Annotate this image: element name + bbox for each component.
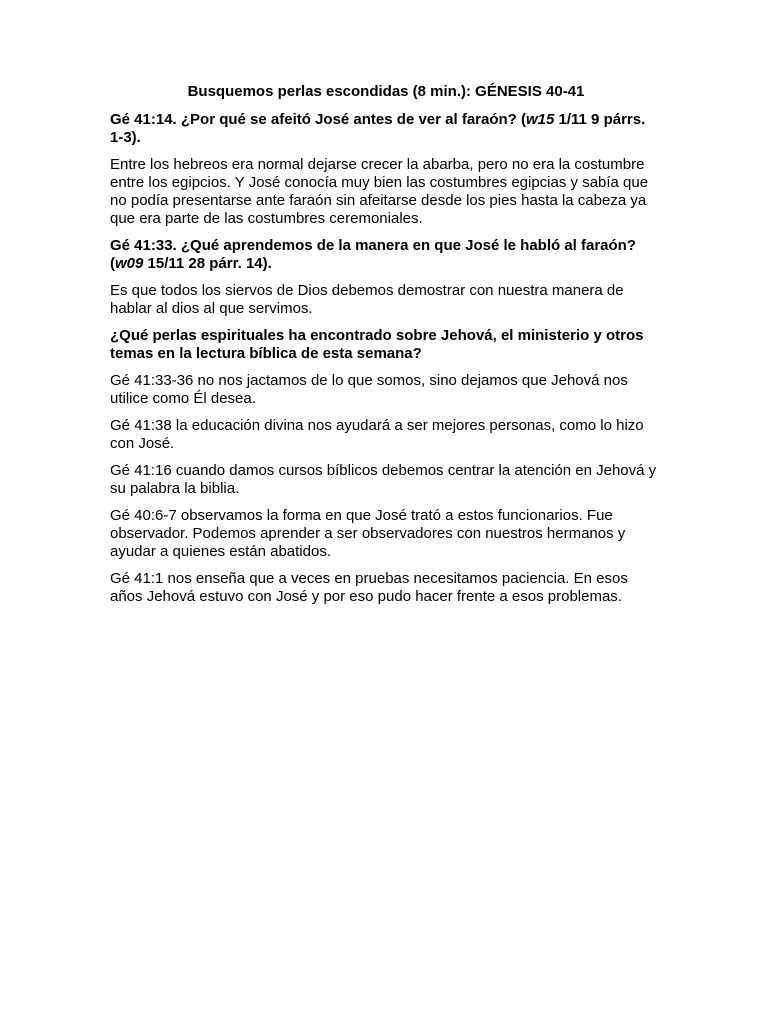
question-2-text: Gé 41:33. ¿Qué aprendemos de la manera en que José le habló al faraón? ( <box>110 237 637 272</box>
answer-paragraph: Gé 41:38 la educación divina nos ayudará a ser mejores personas, como lo hizo con José. <box>110 417 644 452</box>
question-2 <box>110 237 662 273</box>
answer-paragraph: Gé 40:6-7 observamos la forma en que José trató a estos funcionarios. Fue observador. Podemos aprender a ser observadores con nuestros hermanos y ayudar a quienes están abatidos. <box>110 507 626 560</box>
document-page <box>110 83 662 615</box>
answer-2: Es que todos los siervos de Dios debemos demostrar con nuestra manera de hablar al dios al que servimos. <box>110 282 624 317</box>
question-1-reference: w15 <box>526 111 555 128</box>
answer-paragraph: Gé 41:16 cuando damos cursos bíblicos debemos centrar la atención en Jehová y su palabra la biblia. <box>110 462 657 497</box>
question-1-text: Gé 41:14. ¿Por qué se afeitó José antes de ver al faraón? ( <box>110 111 526 128</box>
answer-paragraph: Gé 41:1 nos enseña que a veces en pruebas necesitamos paciencia. En esos años Jehová estuvo con José y por eso pudo hacer frente a esos problemas. <box>110 570 628 605</box>
question-2-reference: w09 <box>115 255 144 272</box>
answer-paragraph: Gé 41:33-36 no nos jactamos de lo que somos, sino dejamos que Jehová nos utilice como Él desea. <box>110 372 628 407</box>
question-1 <box>110 111 662 147</box>
question-2-citation: 15/11 28 párr. 14). <box>143 255 272 272</box>
answer-1: Entre los hebreos era normal dejarse crecer la abarba, pero no era la costumbre entre los egipcios. Y José conocía muy bien las costumbres egipcias y sabía que no podía presentarse ante faraón sin afeitarse desde los pies hasta la cabeza ya que era parte de las costumbres ceremoniales. <box>110 156 649 227</box>
document-title: Busquemos perlas escondidas (8 min.): GÉNESIS 40-41 <box>187 83 585 100</box>
question-3: ¿Qué perlas espirituales ha encontrado sobre Jehová, el ministerio y otros temas en la lectura bíblica de esta semana? <box>110 327 644 362</box>
question-1-citation: 1/11 9 párrs. 1-3). <box>110 111 646 146</box>
